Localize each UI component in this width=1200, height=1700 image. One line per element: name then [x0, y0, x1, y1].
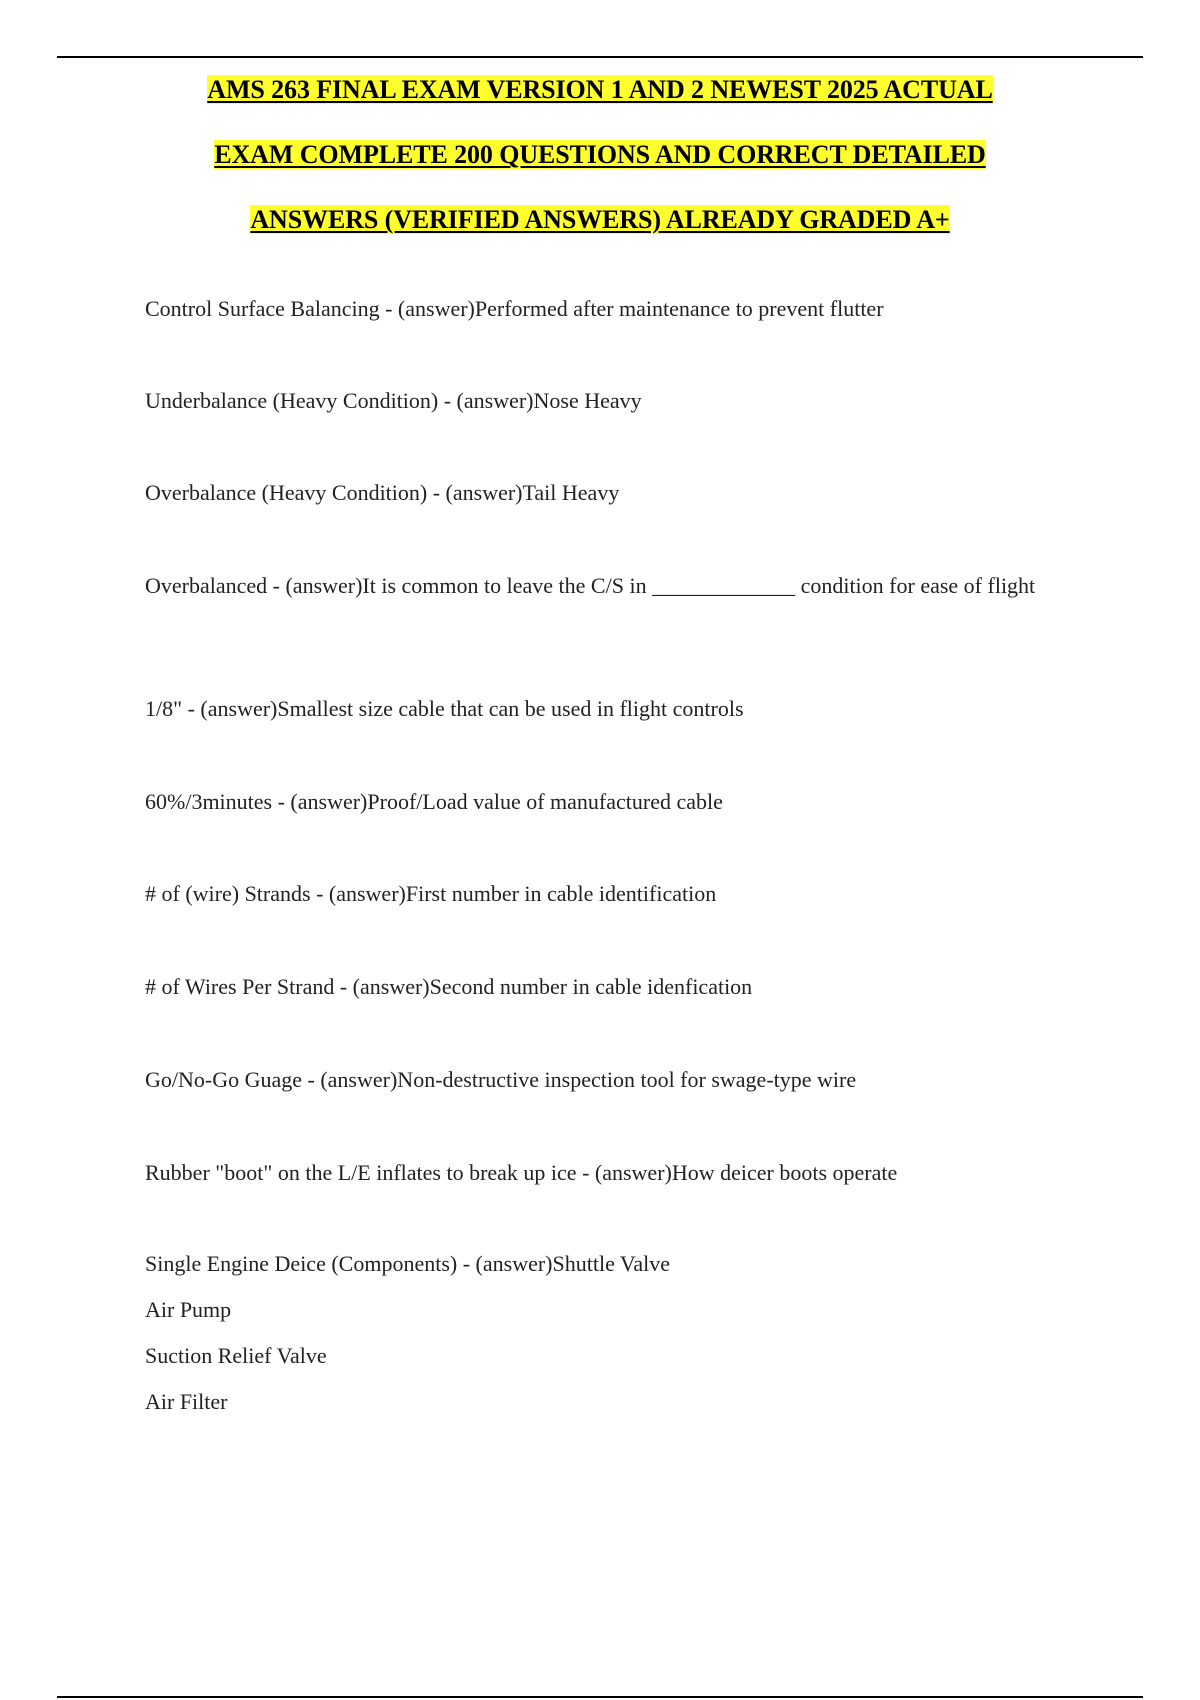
qa-item-11-line-4: Air Filter — [145, 1389, 228, 1414]
title-text-1: AMS 263 FINAL EXAM VERSION 1 AND 2 NEWEST 2025 ACTUAL — [207, 75, 993, 104]
bottom-rule — [57, 1696, 1143, 1698]
qa-item-3: Overbalance (Heavy Condition) - (answer)Tail Heavy — [145, 480, 620, 505]
qa-item-4: Overbalanced - (answer)It is common to leave the C/S in _____________ condition for ease of flight — [145, 573, 1036, 598]
qa-item-6: 60%/3minutes - (answer)Proof/Load value of manufactured cable — [145, 789, 723, 814]
top-rule — [57, 56, 1143, 58]
qa-item-5: 1/8" - (answer)Smallest size cable that can be used in flight controls — [145, 696, 744, 721]
qa-item-8: # of Wires Per Strand - (answer)Second number in cable idenfication — [145, 974, 753, 999]
qa-item-11-line-3: Suction Relief Valve — [145, 1343, 327, 1368]
title-line-2 — [57, 135, 1143, 200]
qa-item-2: Underbalance (Heavy Condition) - (answer)Nose Heavy — [145, 388, 642, 413]
qa-item-11 — [145, 1248, 1075, 1432]
title-text-2: EXAM COMPLETE 200 QUESTIONS AND CORRECT DETAILED — [214, 140, 986, 169]
qa-item-11-line-2: Air Pump — [145, 1297, 232, 1322]
title-line-1 — [57, 70, 1143, 135]
qa-item-1: Control Surface Balancing - (answer)Performed after maintenance to prevent flutter — [145, 296, 884, 321]
qa-item-10: Rubber "boot" on the L/E inflates to break up ice - (answer)How deicer boots operate — [145, 1160, 898, 1185]
title-text-3: ANSWERS (VERIFIED ANSWERS) ALREADY GRADED A+ — [250, 205, 950, 234]
qa-item-7: # of (wire) Strands - (answer)First number in cable identification — [145, 881, 717, 906]
qa-item-11-line-1: Single Engine Deice (Components) - (answer)Shuttle Valve — [145, 1251, 671, 1276]
title-line-3 — [57, 200, 1143, 265]
document-title — [57, 70, 1143, 265]
qa-item-9: Go/No-Go Guage - (answer)Non-destructive inspection tool for swage-type wire — [145, 1067, 857, 1092]
